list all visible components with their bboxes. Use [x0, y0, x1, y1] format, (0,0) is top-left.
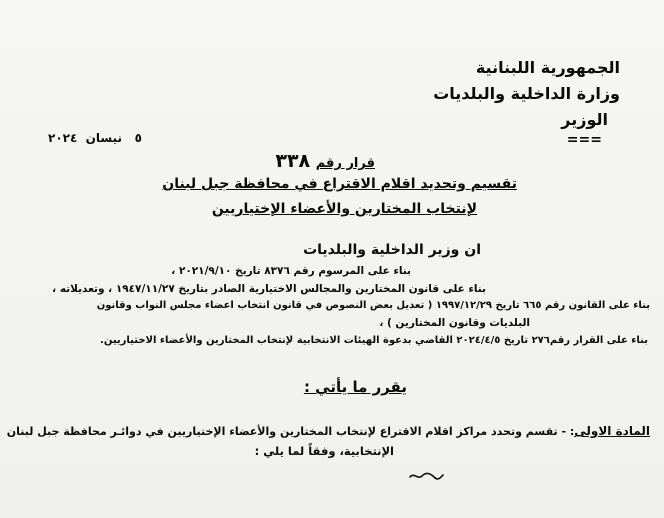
- handwritten-initials: [408, 470, 444, 482]
- recital-4: بناء على القرار رقم٢٧٦ تاريخ ٢٠٢٤/٤/٥ القاضي بدعوة الهيئات الانتخابية لإنتخاب المختارين والأعضاء الاختياريين.: [100, 335, 648, 346]
- decides-heading: يقرر ما يأتي :: [303, 378, 407, 396]
- article-1-label: المادة الاولى: [574, 424, 650, 438]
- date-day: ٥: [134, 131, 142, 145]
- recital-3-continued: البلديات وقانون المختارين ) ،: [379, 317, 530, 329]
- authority-line: ان وزير الداخلية والبلديات: [303, 242, 481, 258]
- minister-heading: الوزير: [561, 110, 608, 129]
- ministry-heading: وزارة الداخلية والبلديات: [433, 84, 620, 103]
- article-1-text: : - تقسم وتحدد مراكز اقلام الاقتراع لإنتخاب المختارين والأعضاء الإختياريين في دوائـر محافظة جبل لبنان: [6, 425, 575, 438]
- recital-1: بناء على المرسوم رقم ٨٣٧٦ تاريخ ٢٠٢١/٩/١٠ ،: [171, 265, 411, 277]
- decision-number-label: قرار رقم: [315, 156, 375, 171]
- article-1-line1: [7, 424, 650, 438]
- decision-title-line1: تقسيم وتحديد اقلام الاقتراع في محافظة جبل لبنان: [162, 176, 517, 192]
- republic-heading: الجمهورية اللبنانية: [475, 58, 620, 77]
- decision-number-value: ٣٣٨: [275, 150, 311, 172]
- decision-title-line2: لإنتخاب المختارين والأعضاء الإختياريين: [211, 201, 477, 217]
- recital-2: بناء على قانون المختارين والمجالس الاختيارية الصادر بتاريخ ١٩٤٧/١١/٢٧ ، وتعديلاته ،: [52, 283, 486, 295]
- issue-date: [48, 131, 142, 145]
- article-1-line2: الإنتخابية، وفقاً لما يلي :: [254, 444, 394, 458]
- date-year: ٢٠٢٤: [48, 131, 78, 145]
- header-divider: ===: [566, 132, 602, 148]
- recital-3: بناء على القانون رقم ٦٦٥ تاريخ ١٩٩٧/١٢/٢٩ ( تعديل بعض النصوص في قانون انتخاب اعضاء مجلس النواب وقانون: [96, 300, 650, 311]
- date-month: نيسان: [85, 131, 123, 145]
- decision-number: [275, 150, 375, 172]
